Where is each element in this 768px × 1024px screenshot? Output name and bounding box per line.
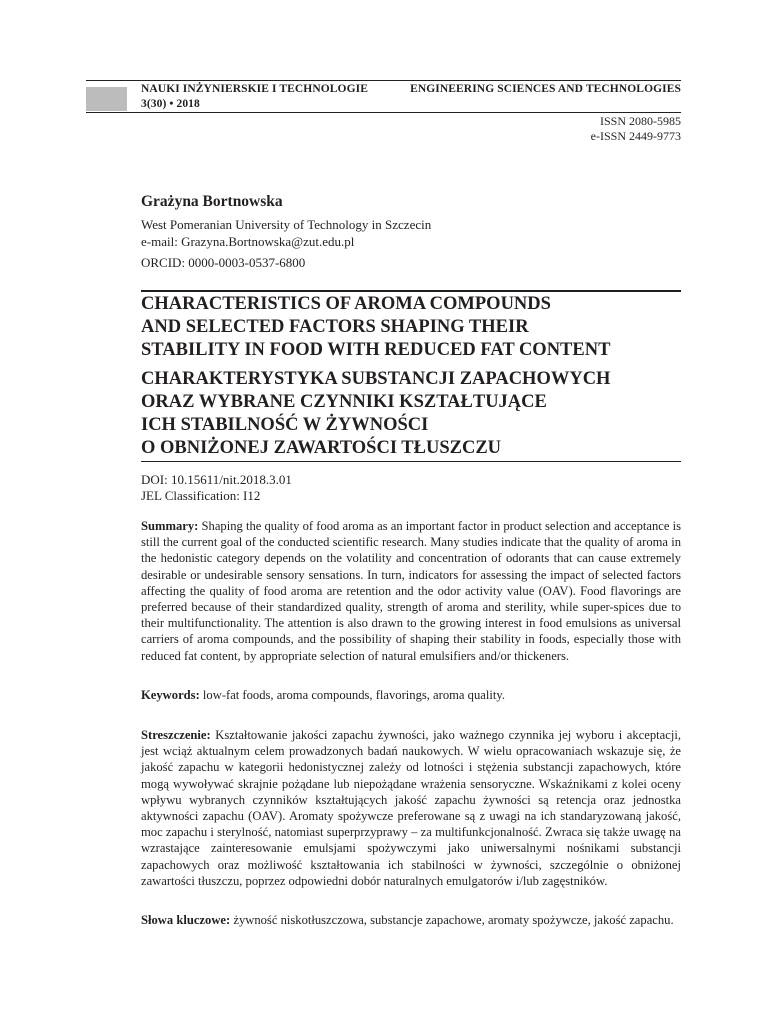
summary-text: Shaping the quality of food aroma as an important factor in product selection and acceptance is still the current goal of the conducted scientific research. Many studies indicate that the quality of aroma in the hedonistic category depends on the volatility and concentration of odorants that can cause extremely desirable or undesirable sensory sensations. In turn, indicators for assessing the impact of selected factors affecting the quality of food aroma are retention and the odor activity value (OAV). Food flavorings are preferred because of their standardized quality, strength of aroma and sterility, while super-spices due to their multifunctionality. The attention is also drawn to the growing interest in food emulsions as universal carriers of aroma compounds, and the possibility of shaping their stability in foods, especially those with reduced fat content, by appropriate selection of natural emulsifiers and/or thickeners. xyxy=(141,519,681,663)
title-en-line: CHARACTERISTICS OF AROMA COMPOUNDS xyxy=(141,294,551,314)
author-email[interactable]: e-mail: Grazyna.Bortnowska@zut.edu.pl xyxy=(141,234,355,249)
keywords xyxy=(141,687,681,703)
slowa-kluczowe xyxy=(141,912,681,928)
journal-title-en: ENGINEERING SCIENCES AND TECHNOLOGIES xyxy=(410,83,681,95)
header-grey-block xyxy=(86,87,127,111)
title-en-line: STABILITY IN FOOD WITH REDUCED FAT CONTENT xyxy=(141,340,611,360)
header-top-rule xyxy=(86,80,681,81)
title-pl xyxy=(141,368,610,460)
keywords-text: low-fat foods, aroma compounds, flavorings, aroma quality. xyxy=(202,688,505,702)
issn: ISSN 2080-5985 xyxy=(599,114,681,128)
eissn: e-ISSN 2449-9773 xyxy=(590,129,681,143)
streszczenie-label: Streszczenie: xyxy=(141,728,211,742)
streszczenie-text: Kształtowanie jakości zapachu żywności, jako ważnego czynnika jej wyboru i akceptacji, jest wciąż aktualnym celem prowadzonych badań naukowych. W wielu opracowaniach wskazuje się, że jakość zapachu w kategorii hedonistycznej zależy od lotności i stężenia substancji zapachowych, które mogą wywoływać skrajnie pożądane lub niepożądane wrażenia sensoryczne. Wskaźnikami z kolei oceny wpływu wybranych czynników kształtujących jakość zapachu żywności są retencja oraz jednostka aktywności zapachu (OAV). Aromaty spożywcze preferowane są z uwagi na ich standaryzowaną jakość, moc zapachu i sterylność, natomiast superprzyprawy – za multifunkcjonalność. Zwraca się także uwagę na wzrastające zainteresowanie emulsjami spożywczymi jako uniwersalnymi nośnikami substancji zapachowych oraz możliwość kształtowania ich stabilności w żywności, szczególnie o obniżonej zawartości tłuszczu, poprzez odpowiedni dobór naturalnych emulgatorów i/lub zagęstników. xyxy=(141,728,681,888)
author-affiliation: West Pomeranian University of Technology in Szczecin xyxy=(141,217,432,232)
title-bottom-rule xyxy=(141,461,681,462)
title-en-line: AND SELECTED FACTORS SHAPING THEIR xyxy=(141,317,529,337)
journal-title-pl: NAUKI INŻYNIERSKIE I TECHNOLOGIE xyxy=(141,83,368,95)
author-orcid: ORCID: 0000-0003-0537-6800 xyxy=(141,255,306,270)
jel-classification: JEL Classification: I12 xyxy=(141,488,261,503)
doi[interactable]: DOI: 10.15611/nit.2018.3.01 xyxy=(141,472,292,487)
slowa-kluczowe-text: żywność niskotłuszczowa, substancje zapachowe, aromaty spożywcze, jakość zapachu. xyxy=(233,913,674,927)
header-bottom-rule xyxy=(86,112,681,113)
title-pl-line: O OBNIŻONEJ ZAWARTOŚCI TŁUSZCZU xyxy=(141,438,502,458)
journal-issue: 3(30) • 2018 xyxy=(141,98,200,110)
title-top-rule xyxy=(141,290,681,292)
slowa-kluczowe-label: Słowa kluczowe: xyxy=(141,913,231,927)
summary-label: Summary: xyxy=(141,519,199,533)
author-name: Grażyna Bortnowska xyxy=(141,193,283,210)
keywords-label: Keywords: xyxy=(141,688,200,702)
title-en xyxy=(141,293,610,362)
title-pl-line: ORAZ WYBRANE CZYNNIKI KSZTAŁTUJĄCE xyxy=(141,392,547,412)
title-pl-line: ICH STABILNOŚĆ W ŻYWNOŚCI xyxy=(141,415,429,435)
summary xyxy=(141,518,681,664)
title-pl-line: CHARAKTERYSTYKA SUBSTANCJI ZAPACHOWYCH xyxy=(141,369,611,389)
streszczenie xyxy=(141,727,681,889)
